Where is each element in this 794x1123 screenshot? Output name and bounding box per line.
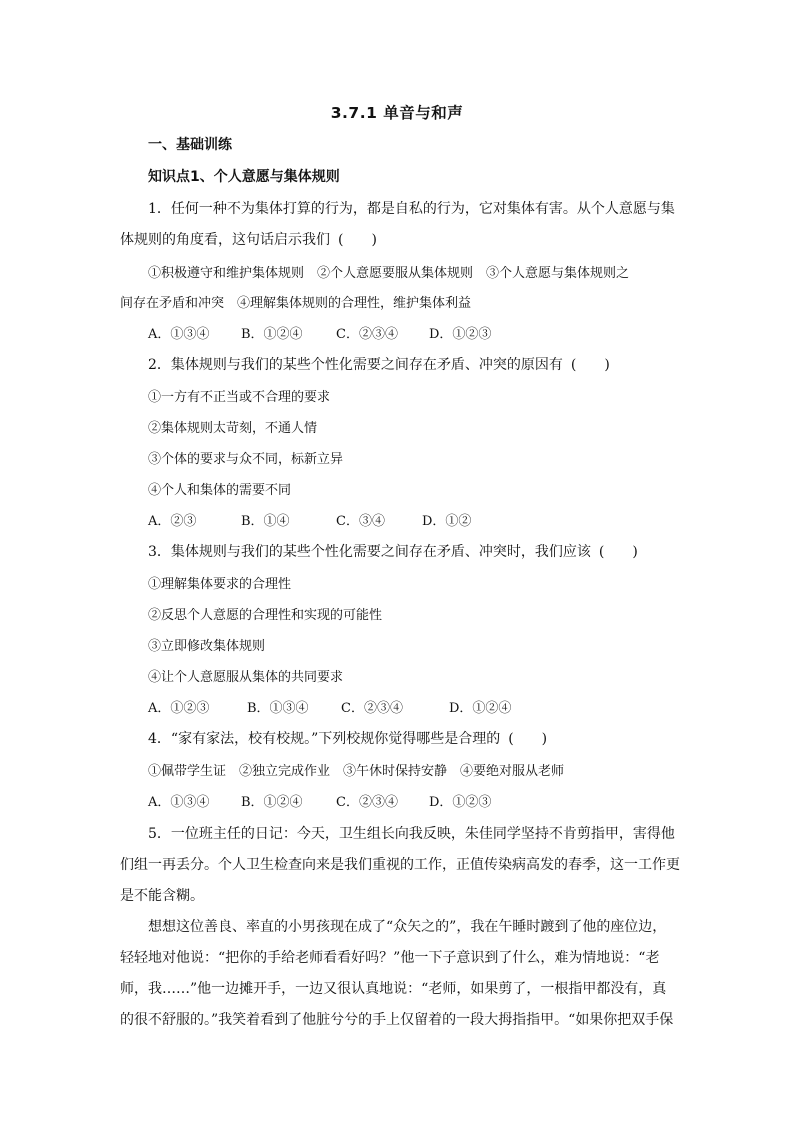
- question-1-items-line-1: ①积极遵守和维护集体规则 ②个人意愿要服从集体规则 ③个人意愿与集体规则之: [148, 266, 630, 281]
- question-1-options: [148, 323, 491, 342]
- option-b: B．①④: [241, 514, 290, 529]
- question-2-stem-text: 2．集体规则与我们的某些个性化需要之间存在矛盾、冲突的原因有: [148, 357, 563, 373]
- option-d: D．①②③: [429, 795, 492, 810]
- question-2-item-4: ④个人和集体的需要不同: [148, 483, 292, 498]
- question-3-options: [148, 697, 511, 716]
- answer-paren: ( ): [508, 731, 548, 747]
- question-1-items-line-2: 间存在矛盾和冲突 ④理解集体规则的合理性，维护集体利益: [120, 296, 472, 311]
- question-2-item-1: ①一方有不正当或不合理的要求: [148, 390, 331, 405]
- question-2-options: [148, 510, 471, 529]
- question-5-para-2-line-4: 的很不舒服的。”我笑着看到了他脏兮兮的手上仅留着的一段大拇指指甲。“如果你把双手保: [120, 1012, 674, 1028]
- option-a: A．②③: [148, 514, 197, 529]
- option-c: C．②③④: [341, 701, 403, 716]
- option-c: C．②③④: [336, 795, 398, 810]
- question-3-item-2: ②反思个人意愿的合理性和实现的可能性: [148, 608, 383, 623]
- option-d: D．①②④: [449, 701, 512, 716]
- question-3-item-4: ④让个人意愿服从集体的共同要求: [148, 670, 344, 685]
- section-heading: 一、基础训练: [148, 137, 232, 153]
- option-d: D．①②: [422, 514, 472, 529]
- question-5-line-3: 是不能含糊。: [120, 888, 204, 904]
- option-b: B．①③④: [247, 701, 309, 716]
- question-3-stem: [148, 541, 641, 561]
- option-c: C．③④: [336, 514, 385, 529]
- question-2-item-2: ②集体规则太苛刻，不通人情: [148, 421, 318, 436]
- question-2-stem: [148, 354, 613, 374]
- question-3-stem-text: 3．集体规则与我们的某些个性化需要之间存在矛盾、冲突时，我们应该: [148, 544, 591, 560]
- question-1-stem-line-1: 1．任何一种不为集体打算的行为，都是自私的行为，它对集体有害。从个人意愿与集: [148, 201, 675, 217]
- option-d: D．①②③: [429, 327, 492, 342]
- option-b: B．①②④: [241, 795, 303, 810]
- question-4-options: [148, 791, 491, 810]
- question-4-items: ①佩带学生证 ②独立完成作业 ③午休时保持安静 ④要绝对服从老师: [148, 764, 565, 779]
- question-1-stem-line-2: [120, 229, 380, 249]
- option-a: A．①③④: [148, 795, 210, 810]
- question-4-stem: [148, 728, 551, 748]
- question-5-line-2: 们组一再丢分。个人卫生检查向来是我们重视的工作，正值传染病高发的春季，这一工作更: [120, 857, 680, 873]
- option-b: B．①②④: [241, 327, 303, 342]
- question-1-stem-text: 体规则的角度看，这句话启示我们: [120, 232, 330, 248]
- question-5-para-2-line-2: 轻轻地对他说：“把你的手给老师看看好吗？”他一下子意识到了什么，难为情地说：“老: [120, 950, 660, 966]
- question-5-line-1: 5．一位班主任的日记：今天，卫生组长向我反映，朱佳同学坚持不肯剪指甲，害得他: [148, 826, 675, 842]
- question-5-para-2-line-1: 想想这位善良、率直的小男孩现在成了“众矢之的”，我在午睡时踱到了他的座位边，: [148, 919, 667, 935]
- answer-paren: ( ): [570, 357, 610, 373]
- topic-heading: 知识点1、个人意愿与集体规则: [148, 169, 340, 185]
- question-4-stem-text: 4．“家有家法，校有校规。”下列校规你觉得哪些是合理的: [148, 731, 501, 747]
- question-3-item-3: ③立即修改集体规则: [148, 639, 266, 654]
- answer-paren: ( ): [598, 544, 638, 560]
- question-2-item-3: ③个体的要求与众不同，标新立异: [148, 452, 344, 467]
- answer-paren: ( ): [337, 232, 377, 248]
- question-5-para-2-line-3: 师，我……”他一边摊开手，一边又很认真地说：“老师，如果剪了，一根指甲都没有，真: [120, 981, 667, 997]
- option-c: C．②③④: [336, 327, 398, 342]
- page-title: 3.7.1 单音与和声: [330, 104, 464, 122]
- option-a: A．①③④: [148, 327, 210, 342]
- option-a: A．①②③: [148, 701, 210, 716]
- question-3-item-1: ①理解集体要求的合理性: [148, 577, 292, 592]
